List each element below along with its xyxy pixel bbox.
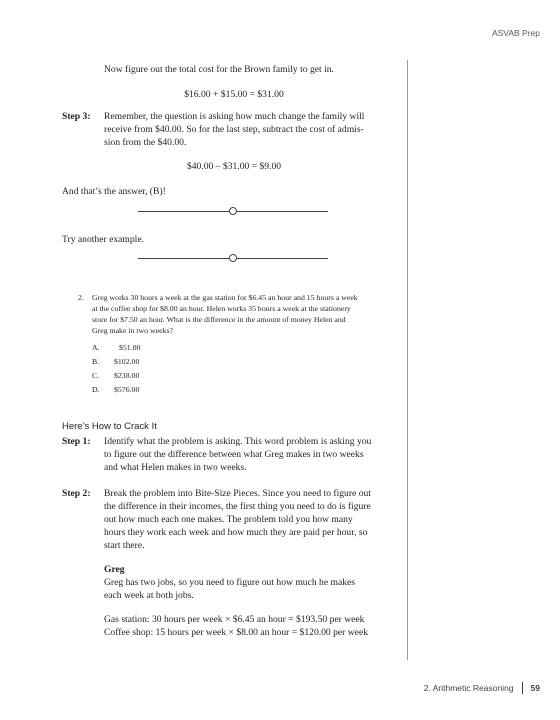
answer-text: And that’s the answer, (B)!	[62, 186, 166, 197]
margin-rule	[407, 60, 408, 660]
answer-choice-c: C. $238.00	[92, 371, 140, 380]
answer-choice-b: B. $102.00	[92, 357, 140, 366]
greg-calc-coffee: Coffee shop: 15 hours per week × $8.00 an hour = $120.00 per week	[104, 627, 369, 638]
step3-line: sion from the $40.00.	[104, 137, 187, 148]
section-divider	[138, 207, 328, 217]
step1-label: Step 1:	[62, 436, 91, 447]
greg-line: each week at both jobs.	[104, 590, 194, 601]
step1-line: to figure out the difference between what Greg makes in two weeks	[104, 449, 364, 460]
equation-change: $40.00 – $31.00 = $9.00	[186, 161, 282, 172]
greg-heading: Greg	[104, 564, 125, 575]
step2-line: out how much each one makes. The problem told you how many	[104, 514, 353, 525]
chapter-title: 2. Arithmetic Reasoning	[423, 683, 514, 693]
answer-choice-a: A. $51.00	[92, 343, 141, 352]
section-heading: Here’s How to Crack It	[62, 421, 157, 432]
question-line: at the coffee shop for $8.00 an hour. Helen works 35 hours a week at the stationery	[92, 304, 351, 313]
greg-line: Greg has two jobs, so you need to figure out how much he makes	[104, 577, 355, 588]
intro-text: Now figure out the total cost for the Brown family to get in.	[104, 64, 334, 75]
step1-line: and what Helen makes in two weeks.	[104, 462, 247, 473]
divider-ornament	[229, 254, 237, 262]
question-line: store for $7.50 an hour. What is the difference in the amount of money Helen and	[92, 315, 346, 324]
step2-line: start there.	[104, 540, 145, 551]
step2-line: hours they work each week and how much they are paid per hour, so	[104, 527, 368, 538]
footer-divider	[522, 682, 523, 694]
step1-line: Identify what the problem is asking. This word problem is asking you	[104, 436, 372, 447]
try-text: Try another example.	[62, 234, 144, 245]
step2-line: the difference in their incomes, the first thing you need to do is figure	[104, 501, 371, 512]
section-divider	[138, 254, 328, 264]
step2-line: Break the problem into Bite-Size Pieces. Since you need to figure out	[104, 488, 371, 499]
step3-line: Remember, the question is asking how much change the family will	[104, 111, 365, 122]
running-header: ASVAB Prep	[491, 28, 540, 38]
question-number: 2.	[78, 293, 84, 302]
step3-line: receive from $40.00. So for the last step, subtract the cost of admis-	[104, 124, 364, 135]
page-footer	[424, 682, 540, 694]
step3-label: Step 3:	[62, 111, 91, 122]
question-line: Greg works 30 hours a week at the gas station for $6.45 an hour and 15 hours a week	[92, 293, 358, 302]
step2-label: Step 2:	[62, 488, 91, 499]
equation-total: $16.00 + $15.00 = $31.00	[184, 89, 284, 100]
question-line: Greg make in two weeks?	[92, 326, 173, 335]
page-number: 59	[530, 683, 540, 693]
divider-ornament	[229, 207, 237, 215]
answer-choice-d: D. $576.00	[92, 385, 140, 394]
greg-calc-gas: Gas station: 30 hours per week × $6.45 an hour = $193.50 per week	[104, 614, 365, 625]
